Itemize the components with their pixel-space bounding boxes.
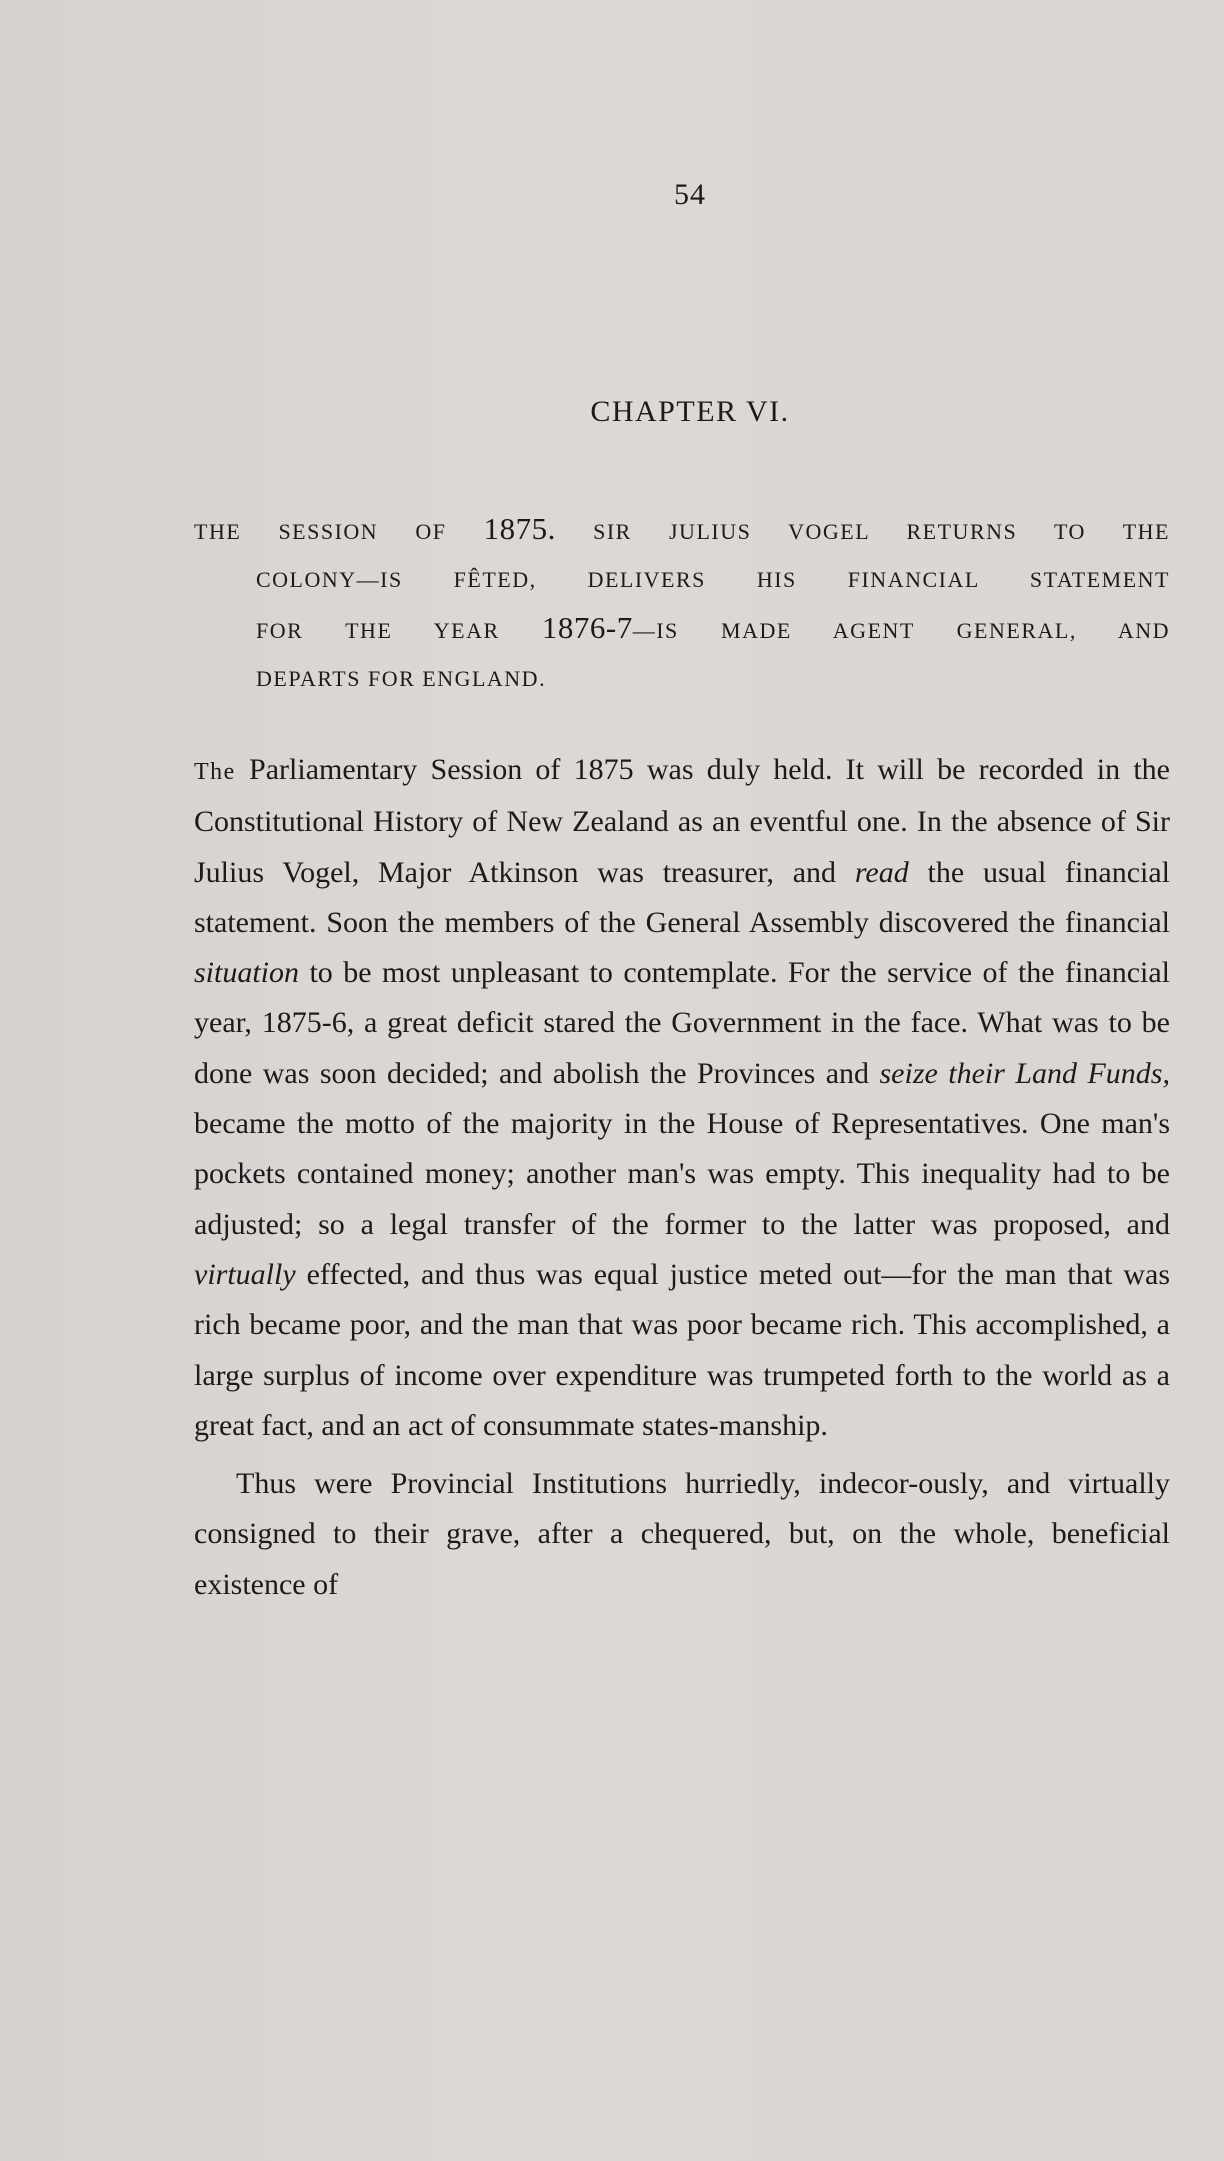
chapter-summary xyxy=(194,505,1170,703)
page-number: 54 xyxy=(674,178,706,211)
body-text xyxy=(194,745,1170,1610)
summary-line-3: FOR THE YEAR 1876-7—IS MADE AGENT GENERAL, AND xyxy=(256,610,1170,645)
paragraph-1: The Parliamentary Session of 1875 was duly held. It will be recorded in the Constitutional History of New Zealand as an eventful one. In the absence of Sir Julius Vogel, Major Atkinson was treasurer, and read the usual financial statement. Soon the members of the General Assembly discovered the financial situation to be most unpleasant to contemplate. For the service of the financial year, 1875-6, a great deficit stared the Government in the face. What was to be done was soon decided; and abolish the Provinces and seize their Land Funds, became the motto of the majority in the House of Representatives. One man's pockets contained money; another man's was empty. This inequality had to be adjusted; so a legal transfer of the former to the latter was proposed, and virtually effected, and thus was equal justice meted out—for the man that was rich became poor, and the man that was poor became rich. This accomplished, a large surplus of income over expenditure was trumpeted forth to the world as a great fact, and an act of consummate states-manship. xyxy=(194,753,1171,1442)
emphasis-virtually: virtually xyxy=(194,1257,296,1291)
lead-word: The xyxy=(194,759,236,785)
emphasis-read: read xyxy=(854,855,909,889)
summary-line-4: DEPARTS FOR ENGLAND. xyxy=(256,666,547,691)
paragraph-2: Thus were Provincial Institutions hurriedly, indecor-ously, and virtually consigned to their grave, after a chequered, but, on the whole, beneficial existence of xyxy=(194,1467,1170,1601)
emphasis-land-funds: seize their Land Funds, xyxy=(879,1056,1170,1090)
chapter-title: CHAPTER VI. xyxy=(590,395,790,428)
summary-line-1: THE SESSION OF 1875. SIR JULIUS VOGEL RETURNS TO THE xyxy=(194,511,1170,546)
summary-line-2: COLONY—IS FÊTED, DELIVERS HIS FINANCIAL STATEMENT xyxy=(256,567,1170,592)
emphasis-situation: situation xyxy=(194,956,300,990)
